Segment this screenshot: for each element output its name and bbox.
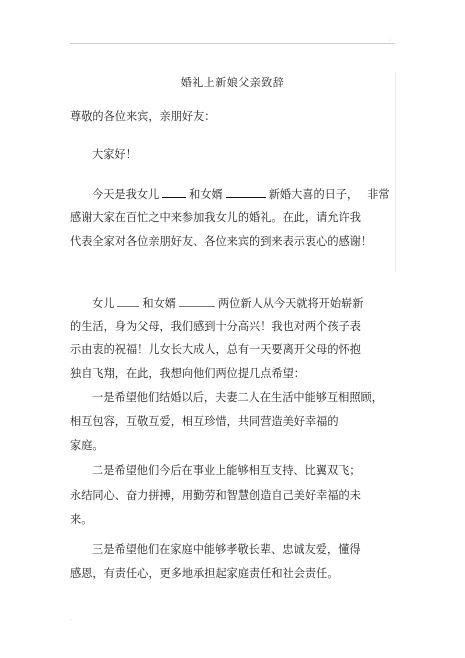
salutation: 尊敬的各位来宾，亲朋好友：	[70, 110, 216, 123]
paragraph-2-line-1: 女儿 和女婿 两位新人从今天就将开始崭新	[92, 297, 364, 310]
paragraph-4-line-2: 永结同心、奋力拼搏，用勤劳和智慧创造自己美好幸福的未	[70, 489, 361, 502]
paragraph-4-line-3: 来。	[70, 513, 93, 526]
margin-rule	[395, 72, 396, 272]
paragraph-5-line-1: 三是希望他们在家庭中能够孝敬长辈、忠诚友爱，懂得	[92, 543, 361, 556]
paragraph-1-line-2: 感谢大家在百忙之中来参加我女儿的婚礼。在此，请允许我	[70, 211, 361, 224]
paragraph-1-line-1: 今天是我女儿 和女婿 新婚大喜的日子， 非常	[92, 188, 390, 201]
name-blank	[179, 295, 215, 307]
paragraph-2-line-4: 独自飞翔，在此，我想向他们两位提几点希望：	[70, 367, 305, 380]
paragraph-3-line-2: 相互包容，互敬互爱，相互珍惜，共同营造美好幸福的	[70, 415, 339, 428]
paragraph-1-line-3: 代表全家对各位亲朋好友、各位来宾的到来表示衷心的感谢！	[70, 235, 373, 248]
corner-mark: :	[389, 36, 392, 43]
paragraph-2-line-3: 示由衷的祝福！儿女长大成人，总有一天要离开父母的怀抱	[70, 343, 361, 356]
paragraph-3-line-1: 一是希望他们结婚以后，夫妻二人在生活中能够互相照顾，	[92, 391, 383, 404]
name-blank	[226, 186, 266, 198]
paragraph-5-line-2: 感恩，有责任心，更多地承担起家庭责任和社会责任。	[70, 567, 339, 580]
name-blank	[117, 295, 139, 307]
paragraph-3-line-3: 家庭。	[70, 439, 104, 452]
bottom-mark: ·	[70, 617, 72, 624]
header-rule	[70, 43, 395, 44]
paragraph-2-line-2: 的生活，身为父母，我们感到十分高兴！我也对两个孩子表	[70, 320, 361, 333]
document-title: 婚礼上新娘父亲致辞	[180, 76, 285, 89]
paragraph-4-line-1: 二是希望他们今后在事业上能够相互支持、比翼双飞；	[92, 464, 361, 477]
greeting: 大家好！	[92, 148, 137, 161]
name-blank	[162, 186, 186, 198]
